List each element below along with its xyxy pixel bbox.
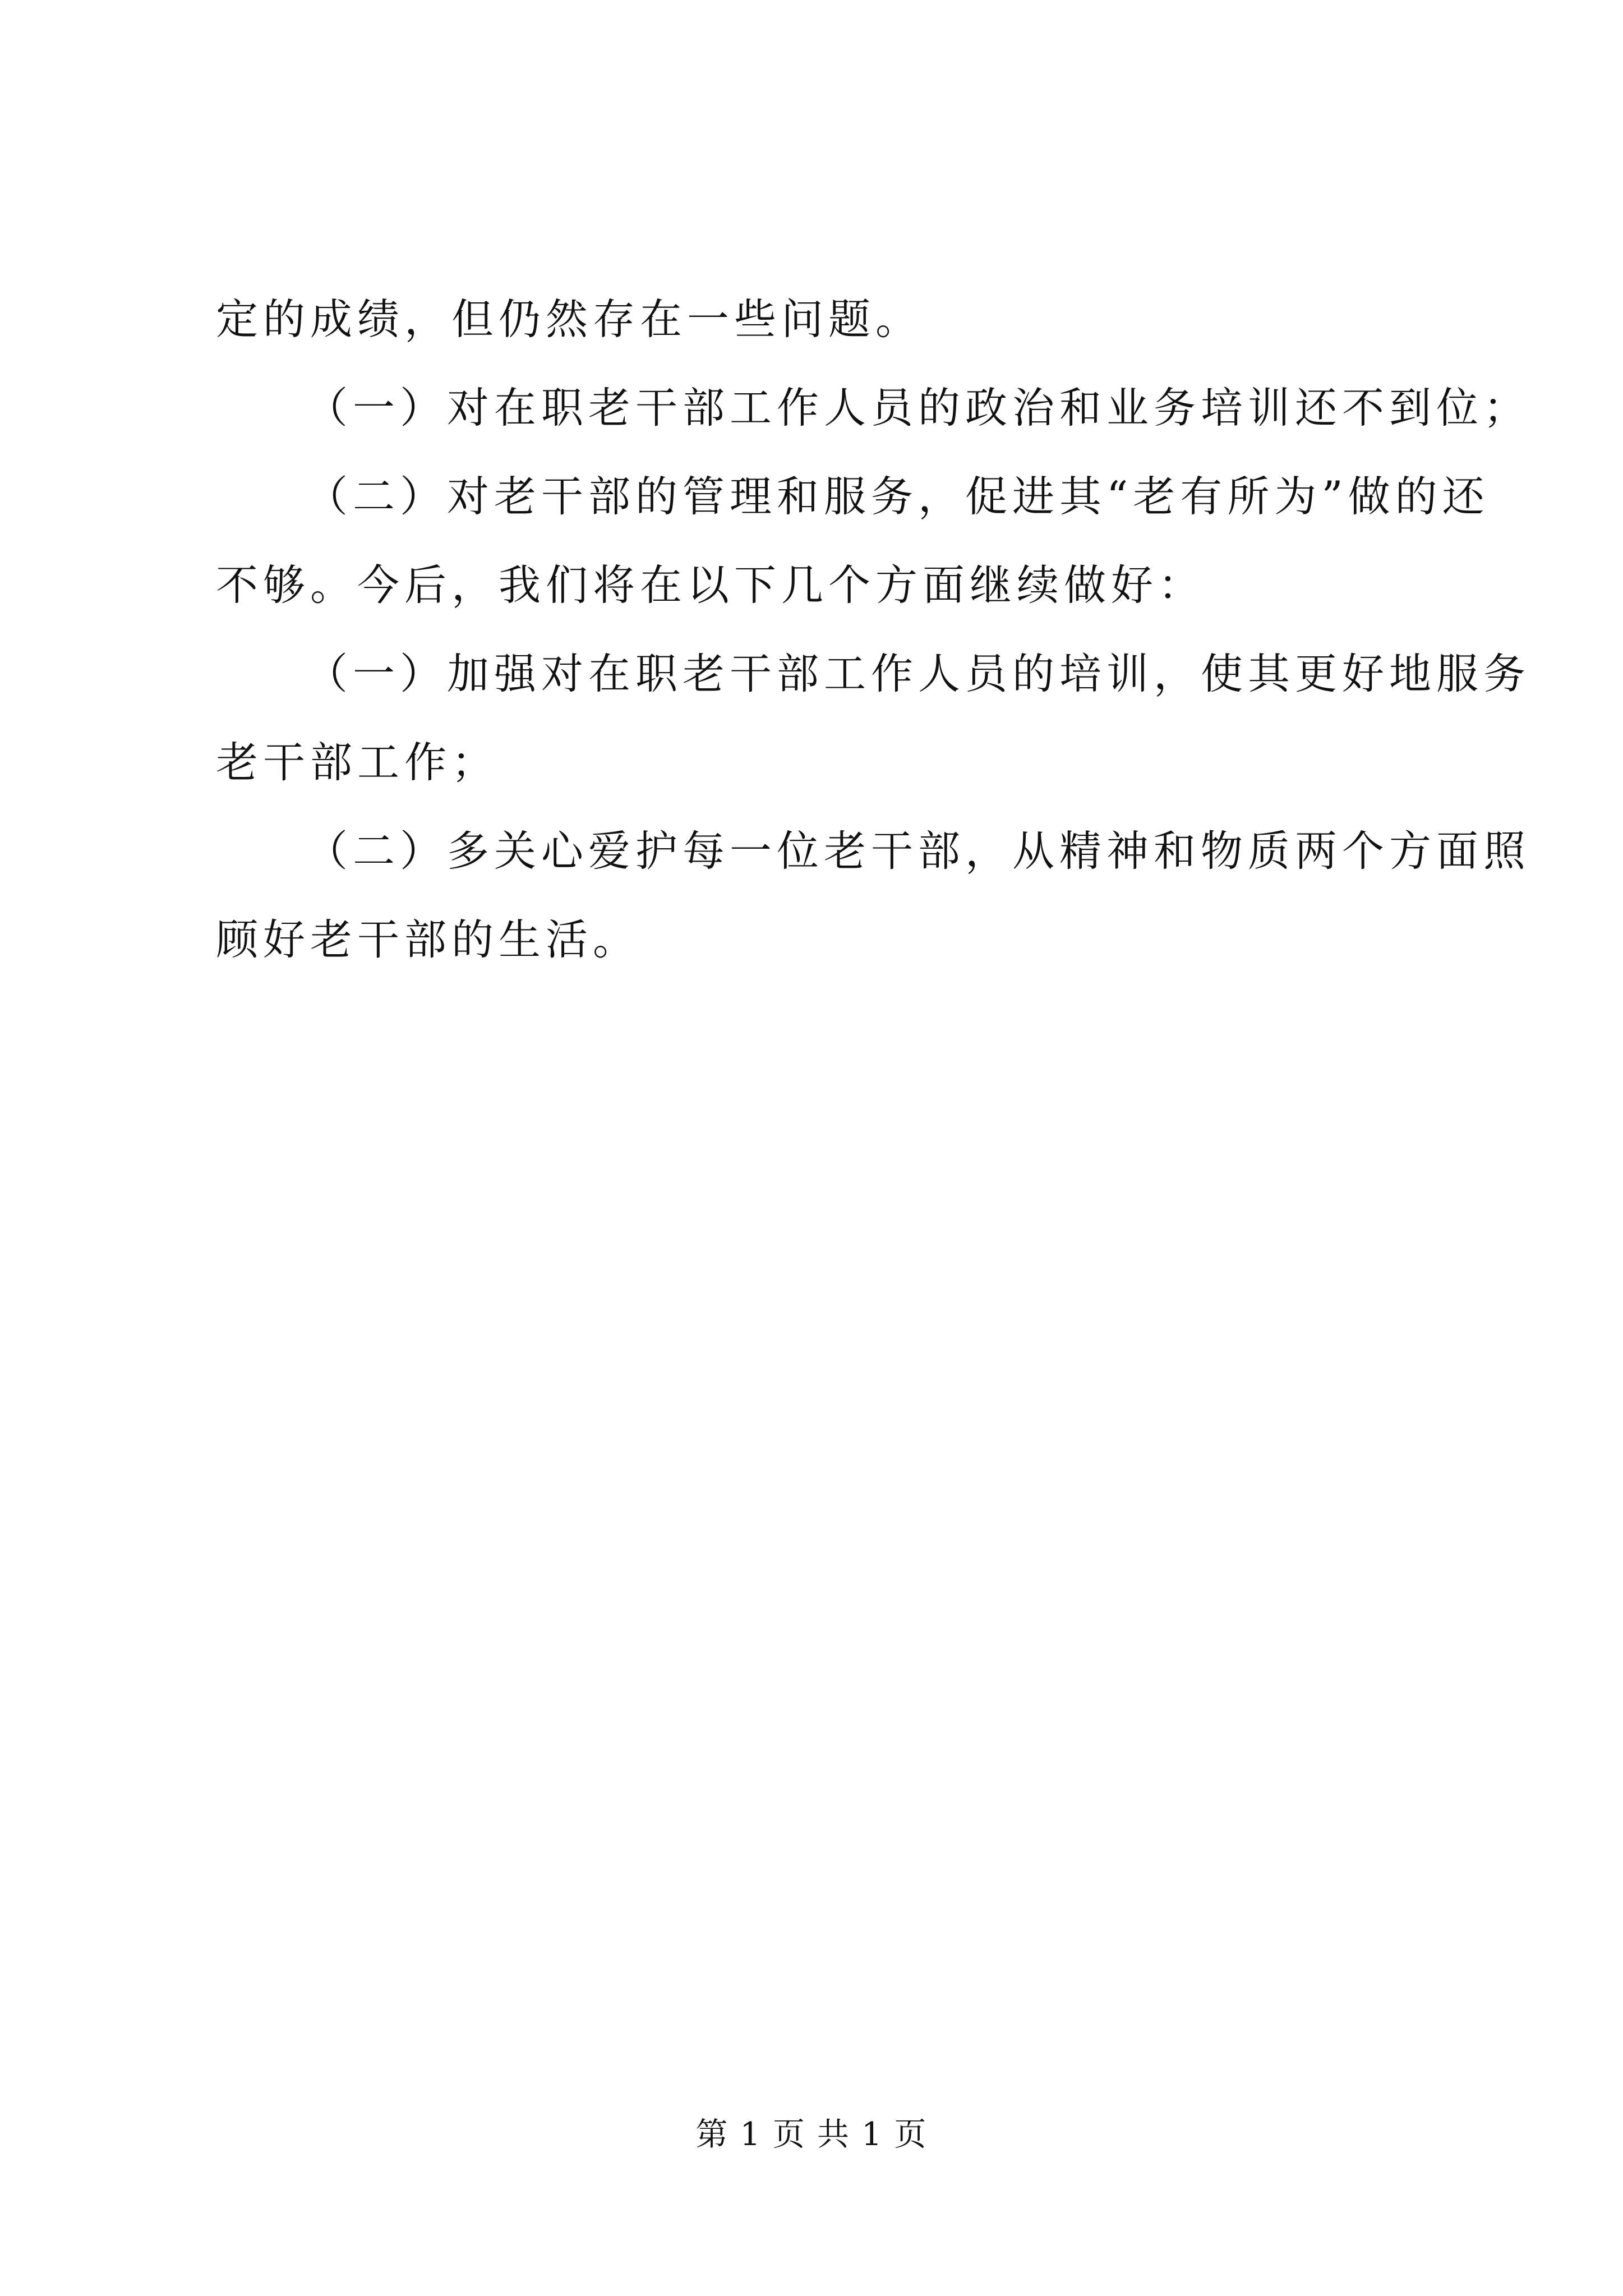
text-line: 定的成绩，但仍然存在一些问题。: [216, 295, 923, 344]
text-line: （一）对在职老干部工作人员的政治和业务培训还不到位；: [306, 383, 1531, 432]
text-line: （二）对老干部的管理和服务，促进其“老有所为”做的还: [306, 472, 1490, 521]
document-body: [216, 275, 1531, 984]
text-line: 老干部工作；: [216, 738, 499, 787]
text-line: （二）多关心爱护每一位老干部，从精神和物质两个方面照: [306, 826, 1531, 876]
text-line: 不够。今后，我们将在以下几个方面继续做好：: [216, 560, 1206, 610]
page-footer: 第 1 页 共 1 页: [695, 2116, 928, 2153]
text-line: （一）加强对在职老干部工作人员的培训，使其更好地服务: [306, 649, 1531, 698]
text-line: 顾好老干部的生活。: [216, 915, 640, 964]
